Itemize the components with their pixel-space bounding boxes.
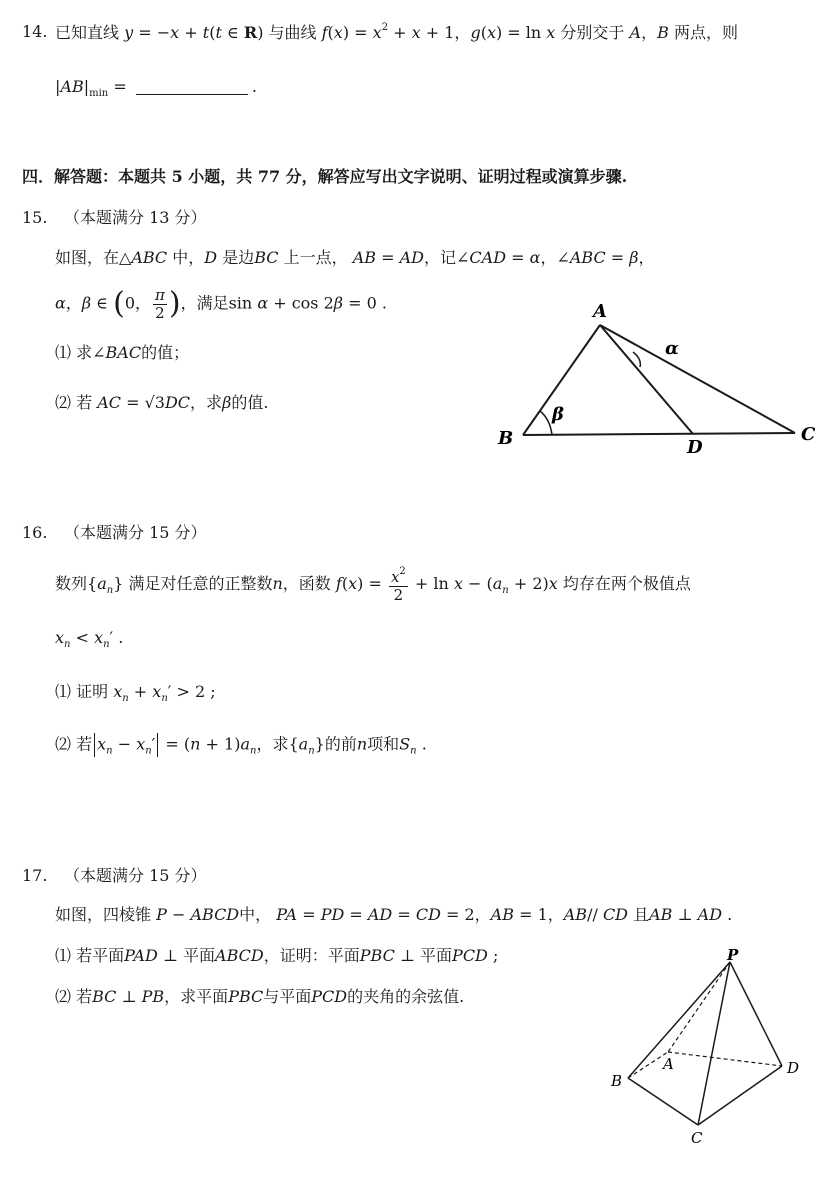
pyramid-figure: [605, 945, 820, 1150]
vertex-d-label: D: [687, 437, 703, 458]
vertex-p-label: P: [727, 946, 739, 964]
edge-bc: [628, 1078, 698, 1125]
angle-beta-label: β: [552, 404, 564, 425]
question-15-part-2: ⑵ 若 AC = √3DC，求β的值.: [55, 393, 269, 412]
vertex-a-label: A: [663, 1055, 674, 1073]
question-14-stem: 已知直线 y = −x + t(t ∈ R) 与曲线 $f(x) = x^2 + x + 1$，g(x) = ln x 分别交于 A，B 两点，则: [55, 22, 738, 42]
angle-alpha-label: α: [665, 338, 679, 359]
score-note: （本题满分 15 分）: [64, 523, 207, 542]
score-note: （本题满分 15 分）: [64, 866, 207, 885]
question-15-part-1: ⑴ 求∠BAC的值；: [55, 343, 190, 362]
question-16-stem-cont: $x_n < x_n'$ .: [55, 628, 124, 650]
question-16-part-2: ⑵ 若 $x_n - x_n' = (n + 1)a_n$，求$\{a_n\}$的前n项和$S_n$ .: [55, 734, 427, 757]
question-16-stem: 数列$\{a_n\}$ 满足对任意的正整数n，函数 f(x) = $\frac{x^2}{2}$ + $\ln x - (a_n + 2)x$ 均存在两个极值点: [55, 566, 691, 604]
question-number: 14.: [22, 22, 48, 41]
question-number: 16.: [22, 523, 48, 542]
question-17-part-1: ⑴ 若平面PAD ⊥ 平面ABCD，证明：平面PBC ⊥ 平面PCD ;: [55, 946, 499, 965]
segment-ad: [600, 325, 693, 434]
question-17-stem: 如图，四棱锥 P − ABCD中， PA = PD = AD = CD = 2，AB = 1，AB// CD 且AB ⊥ AD .: [55, 905, 733, 924]
beta-arc: [540, 411, 552, 435]
question-16-part-1: ⑴ 证明 $x_n + x_n' > 2$ ;: [55, 682, 216, 704]
answer-lhs: |AB|: [55, 77, 90, 96]
question-15-stem: 如图，在△ABC 中，D 是边BC 上一点， AB = AD，记∠CAD = α，∠ABC = β，: [55, 248, 655, 267]
section-title: 四．解答题：本题共 5 小题，共 77 分，解答应写出文字说明、证明过程或演算步骤.: [22, 167, 628, 186]
vertex-a-label: A: [593, 301, 607, 322]
vertex-b-label: B: [611, 1072, 623, 1090]
answer-blank[interactable]: [136, 94, 248, 95]
edge-cd: [698, 1066, 782, 1125]
hidden-edge-ad: [668, 1052, 782, 1066]
vertex-b-label: B: [498, 428, 514, 449]
vertex-c-label: C: [691, 1129, 703, 1147]
vertex-c-label: C: [801, 424, 816, 445]
edge-pc: [698, 962, 730, 1125]
question-number: 17.: [22, 866, 48, 885]
question-17-part-2: ⑵ 若BC ⊥ PB，求平面PBC与平面PCD的夹角的余弦值.: [55, 987, 465, 1006]
side-bc: [523, 433, 795, 435]
side-ac: [600, 325, 795, 433]
triangle-figure: [490, 295, 820, 460]
question-15-condition: α，β ∈ (0， $\frac{\pi}{2}$ )，满足sin α + cos 2β = 0 .: [55, 286, 387, 322]
question-number: 15.: [22, 208, 48, 227]
edge-pb: [628, 962, 730, 1078]
score-note: （本题满分 13 分）: [64, 208, 207, 227]
vertex-d-label: D: [787, 1059, 800, 1077]
edge-pd: [730, 962, 782, 1066]
question-14-answer-line: $|AB|_{min}$ = .: [55, 77, 257, 99]
